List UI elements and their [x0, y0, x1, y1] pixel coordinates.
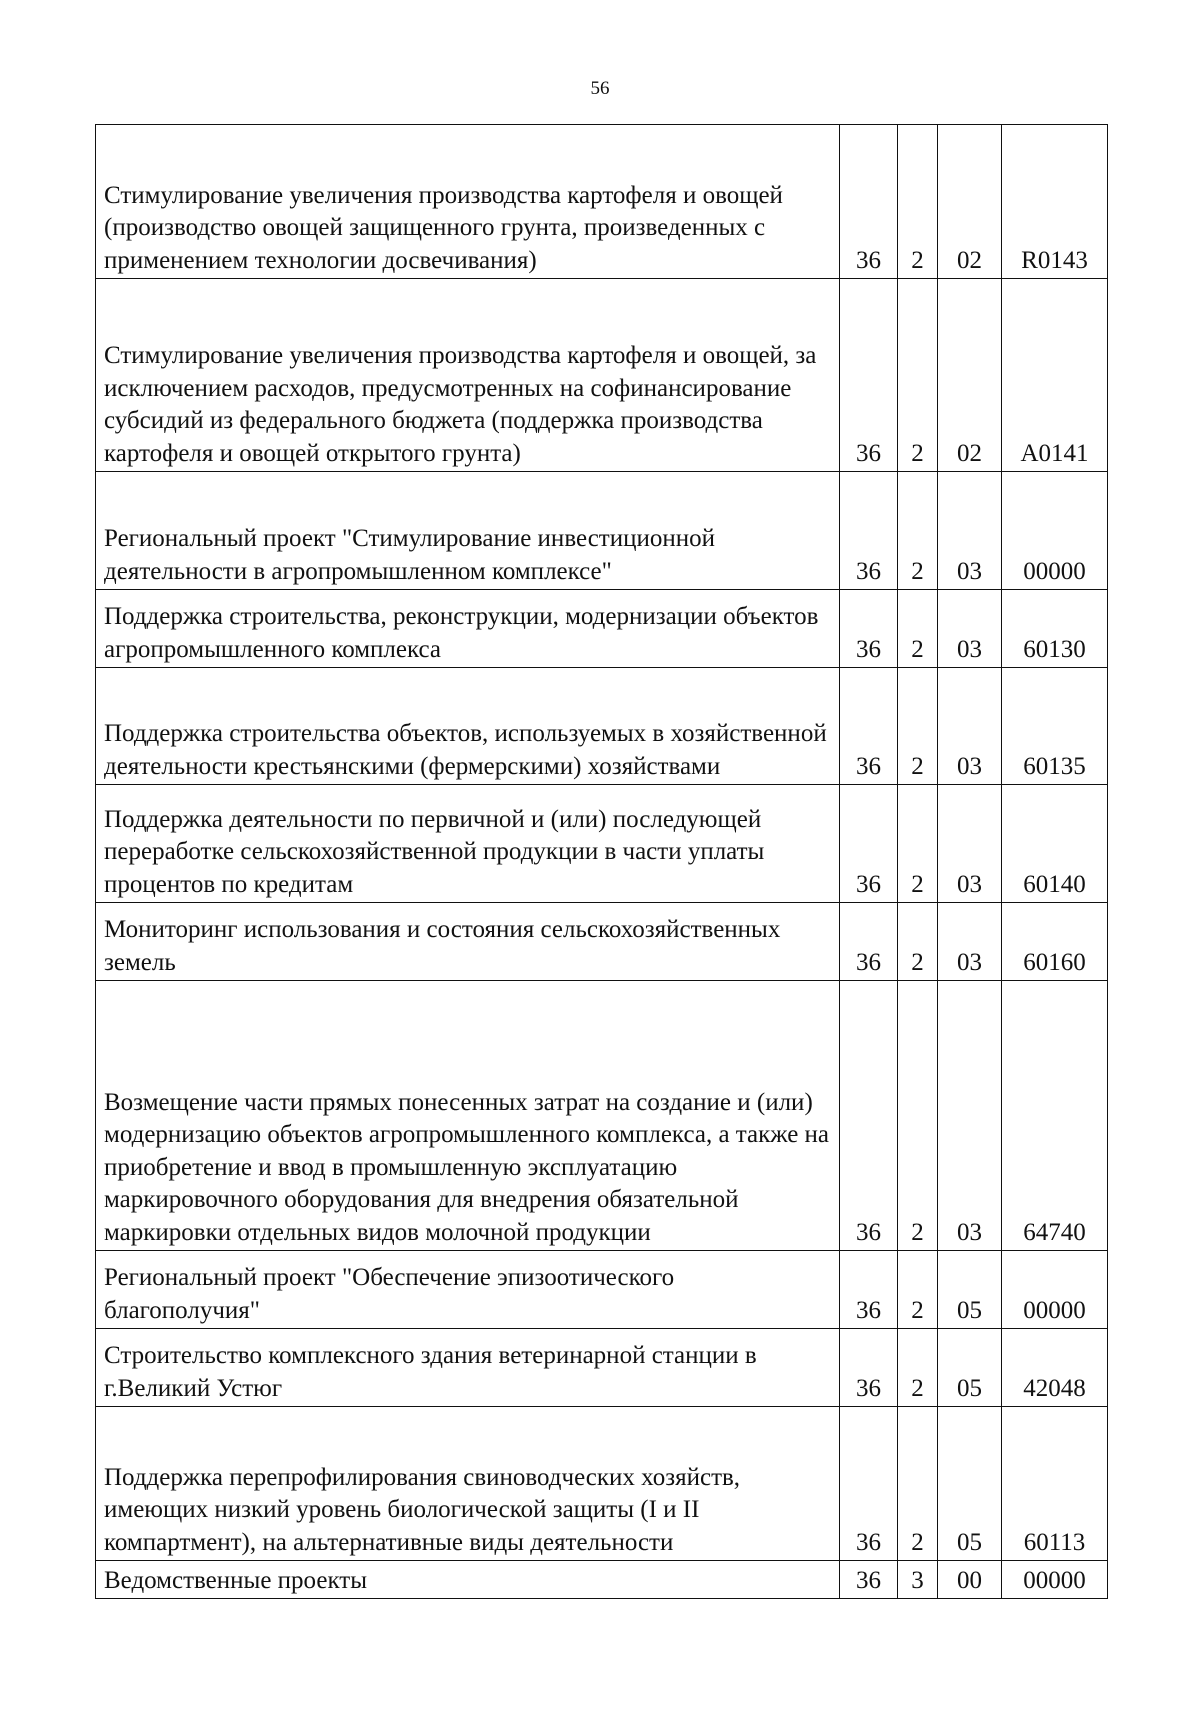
budget-classification-table [95, 124, 1108, 1599]
row-description: Мониторинг использования и состояния сельскохозяйственных земель [96, 903, 840, 981]
row-description: Поддержка деятельности по первичной и (или) последующей переработке сельскохозяйственной продукции в части уплаты процентов по кредитам [96, 785, 840, 903]
row-description: Строительство комплексного здания ветеринарной станции в г.Великий Устюг [96, 1329, 840, 1407]
row-code-2: 2 [898, 1251, 938, 1329]
row-code-4: 60113 [1002, 1407, 1108, 1561]
table-row [96, 125, 1108, 279]
row-code-1: 36 [840, 125, 898, 279]
row-description: Ведомственные проекты [96, 1561, 840, 1599]
row-code-4: 00000 [1002, 1251, 1108, 1329]
row-code-1: 36 [840, 981, 898, 1251]
row-code-2: 2 [898, 279, 938, 472]
row-description: Стимулирование увеличения производства картофеля и овощей, за исключением расходов, предусмотренных на софинансирование субсидий из федерального бюджета (поддержка производства картофеля и овощей открытого грунта) [96, 279, 840, 472]
table-row [96, 590, 1108, 668]
row-code-3: 05 [938, 1251, 1002, 1329]
row-code-1: 36 [840, 590, 898, 668]
row-code-1: 36 [840, 1561, 898, 1599]
row-code-1: 36 [840, 1407, 898, 1561]
table-row [96, 279, 1108, 472]
row-code-4: 60135 [1002, 668, 1108, 785]
table-row [96, 785, 1108, 903]
table-row [96, 1561, 1108, 1599]
row-description: Региональный проект "Обеспечение эпизоотического благополучия" [96, 1251, 840, 1329]
row-code-1: 36 [840, 1251, 898, 1329]
row-code-2: 2 [898, 472, 938, 590]
row-code-2: 2 [898, 1407, 938, 1561]
row-code-4: 60140 [1002, 785, 1108, 903]
row-code-3: 03 [938, 668, 1002, 785]
row-code-4: 60160 [1002, 903, 1108, 981]
row-description: Стимулирование увеличения производства картофеля и овощей (производство овощей защищенного грунта, произведенных с применением технологии досвечивания) [96, 125, 840, 279]
table-row [96, 472, 1108, 590]
row-code-4: 60130 [1002, 590, 1108, 668]
row-code-1: 36 [840, 785, 898, 903]
row-code-4: А0141 [1002, 279, 1108, 472]
row-code-1: 36 [840, 668, 898, 785]
row-code-3: 00 [938, 1561, 1002, 1599]
row-code-3: 05 [938, 1407, 1002, 1561]
table-row [96, 1251, 1108, 1329]
row-description: Поддержка перепрофилирования свиноводческих хозяйств, имеющих низкий уровень биологической защиты (I и II компартмент), на альтернативные виды деятельности [96, 1407, 840, 1561]
row-code-4: 00000 [1002, 472, 1108, 590]
row-code-2: 2 [898, 903, 938, 981]
table-row [96, 668, 1108, 785]
row-code-3: 03 [938, 590, 1002, 668]
row-code-2: 2 [898, 785, 938, 903]
row-code-1: 36 [840, 1329, 898, 1407]
row-code-3: 05 [938, 1329, 1002, 1407]
row-code-3: 03 [938, 903, 1002, 981]
row-code-2: 3 [898, 1561, 938, 1599]
row-code-3: 02 [938, 279, 1002, 472]
row-code-4: 00000 [1002, 1561, 1108, 1599]
row-code-1: 36 [840, 279, 898, 472]
row-code-3: 03 [938, 981, 1002, 1251]
row-description: Поддержка строительства объектов, используемых в хозяйственной деятельности крестьянскими (фермерскими) хозяйствами [96, 668, 840, 785]
row-code-3: 03 [938, 785, 1002, 903]
row-code-2: 2 [898, 590, 938, 668]
row-description: Возмещение части прямых понесенных затрат на создание и (или) модернизацию объектов агропромышленного комплекса, а также на приобретение и ввод в промышленную эксплуатацию маркировочного оборудования для внедрения обязательной маркировки отдельных видов молочной продукции [96, 981, 840, 1251]
row-code-2: 2 [898, 125, 938, 279]
row-description: Региональный проект "Стимулирование инвестиционной деятельности в агропромышленном комплексе" [96, 472, 840, 590]
row-code-2: 2 [898, 1329, 938, 1407]
row-code-1: 36 [840, 903, 898, 981]
table-row [96, 903, 1108, 981]
table-row [96, 1407, 1108, 1561]
row-code-2: 2 [898, 668, 938, 785]
row-code-4: R0143 [1002, 125, 1108, 279]
row-code-4: 64740 [1002, 981, 1108, 1251]
page-number: 56 [590, 78, 610, 99]
row-code-3: 02 [938, 125, 1002, 279]
row-code-3: 03 [938, 472, 1002, 590]
row-code-1: 36 [840, 472, 898, 590]
row-code-2: 2 [898, 981, 938, 1251]
table-row [96, 1329, 1108, 1407]
row-code-4: 42048 [1002, 1329, 1108, 1407]
table-row [96, 981, 1108, 1251]
row-description: Поддержка строительства, реконструкции, модернизации объектов агропромышленного комплекса [96, 590, 840, 668]
